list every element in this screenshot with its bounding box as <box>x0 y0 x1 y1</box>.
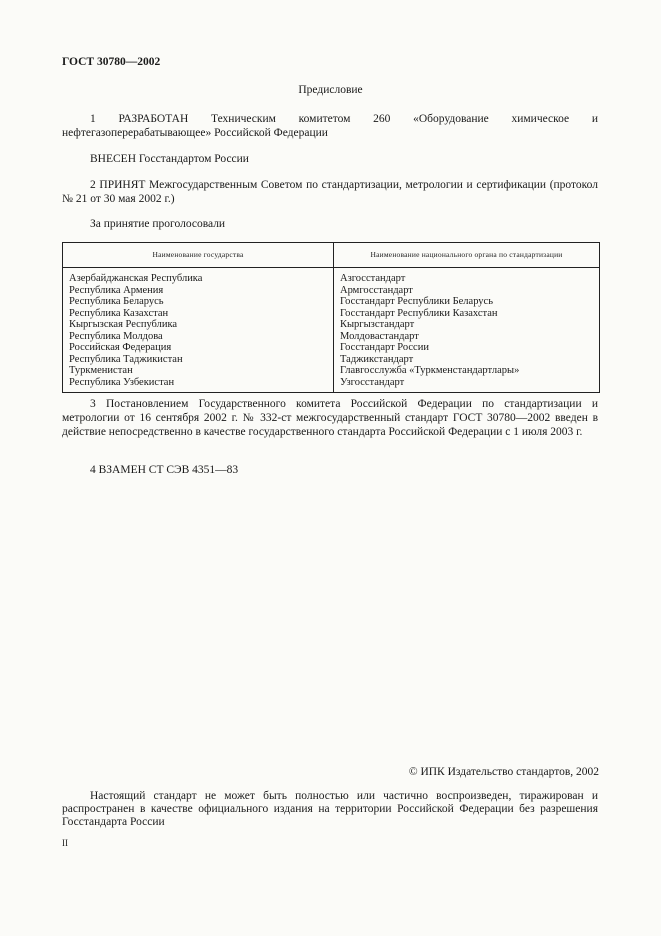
paragraph-developed-by <box>62 112 598 140</box>
standards-body-name: Госстандарт Республики Казахстан <box>340 307 498 319</box>
standards-body-name: Таджикстандарт <box>340 353 414 365</box>
standard-code-header: ГОСТ 30780—2002 <box>62 56 161 68</box>
standards-body-name: Госстандарт России <box>340 342 429 353</box>
state-name: Азербайджанская Республика <box>69 273 203 284</box>
page-title: Предисловие <box>298 84 363 96</box>
standards-body-name: Армгосстандарт <box>340 284 413 296</box>
standards-body-name: Главгосслужба «Туркменстандартлары» <box>340 365 520 376</box>
paragraph-voted: За принятие проголосовали <box>90 218 226 230</box>
state-name: Туркменистан <box>69 365 133 376</box>
standards-body-name: Молдовастандарт <box>340 330 419 342</box>
state-name: Российская Федерация <box>69 342 172 353</box>
paragraph-developed-by-text: 1 РАЗРАБОТАН Техническим комитетом 260 «Оборудование химическое и нефтегазоперерабатывающее» Российской Федерации <box>62 113 598 139</box>
standards-body-name: Госстандарт Республики Беларусь <box>340 296 494 307</box>
state-name: Республика Казахстан <box>69 307 169 319</box>
states-column <box>63 268 334 393</box>
paragraph-enacted: 3 Постановлением Государственного комитета Российской Федерации по стандартизации и метрологии от 16 сентября 2002 г. № 332-ст межгосударственный стандарт ГОСТ 30780—2002 введен в действие непосредственно в качестве государственного стандарта Российской Федерации с 1 июля 2003 г. <box>62 398 598 438</box>
reproduction-notice: Настоящий стандарт не может быть полностью или частично воспроизведен, тиражирован и распространен в качестве официального издания на территории Российской Федерации без разрешения Госстандарта России <box>62 790 598 828</box>
table-header-body: Наименование национального органа по стандартизации <box>334 243 600 268</box>
standards-body-name: Кыргызстандарт <box>340 319 415 330</box>
state-name: Республика Беларусь <box>69 296 164 307</box>
copyright-line: © ИПК Издательство стандартов, 2002 <box>408 766 599 778</box>
paragraph-replaces: 4 ВЗАМЕН СТ СЭВ 4351—83 <box>90 464 239 476</box>
voting-states-table <box>62 242 600 393</box>
paragraph-adopted: 2 ПРИНЯТ Межгосударственным Советом по стандартизации, метрологии и сертификации (протокол № 21 от 30 мая 2002 г.) <box>62 179 598 205</box>
state-name: Кыргызская Республика <box>69 319 178 330</box>
state-name: Республика Таджикистан <box>69 353 183 365</box>
standards-body-name: Узгосстандарт <box>340 376 405 388</box>
standards-body-name: Азгосстандарт <box>340 273 406 284</box>
state-name: Республика Армения <box>69 284 164 296</box>
state-name: Республика Узбекистан <box>69 376 175 388</box>
page-number: II <box>62 838 68 848</box>
bodies-column <box>334 268 600 393</box>
table-row <box>63 268 600 393</box>
table-header-row <box>63 243 600 268</box>
table-header-state: Наименование государства <box>63 243 334 268</box>
paragraph-introduced-by: ВНЕСЕН Госстандартом России <box>90 153 249 165</box>
state-name: Республика Молдова <box>69 330 163 342</box>
